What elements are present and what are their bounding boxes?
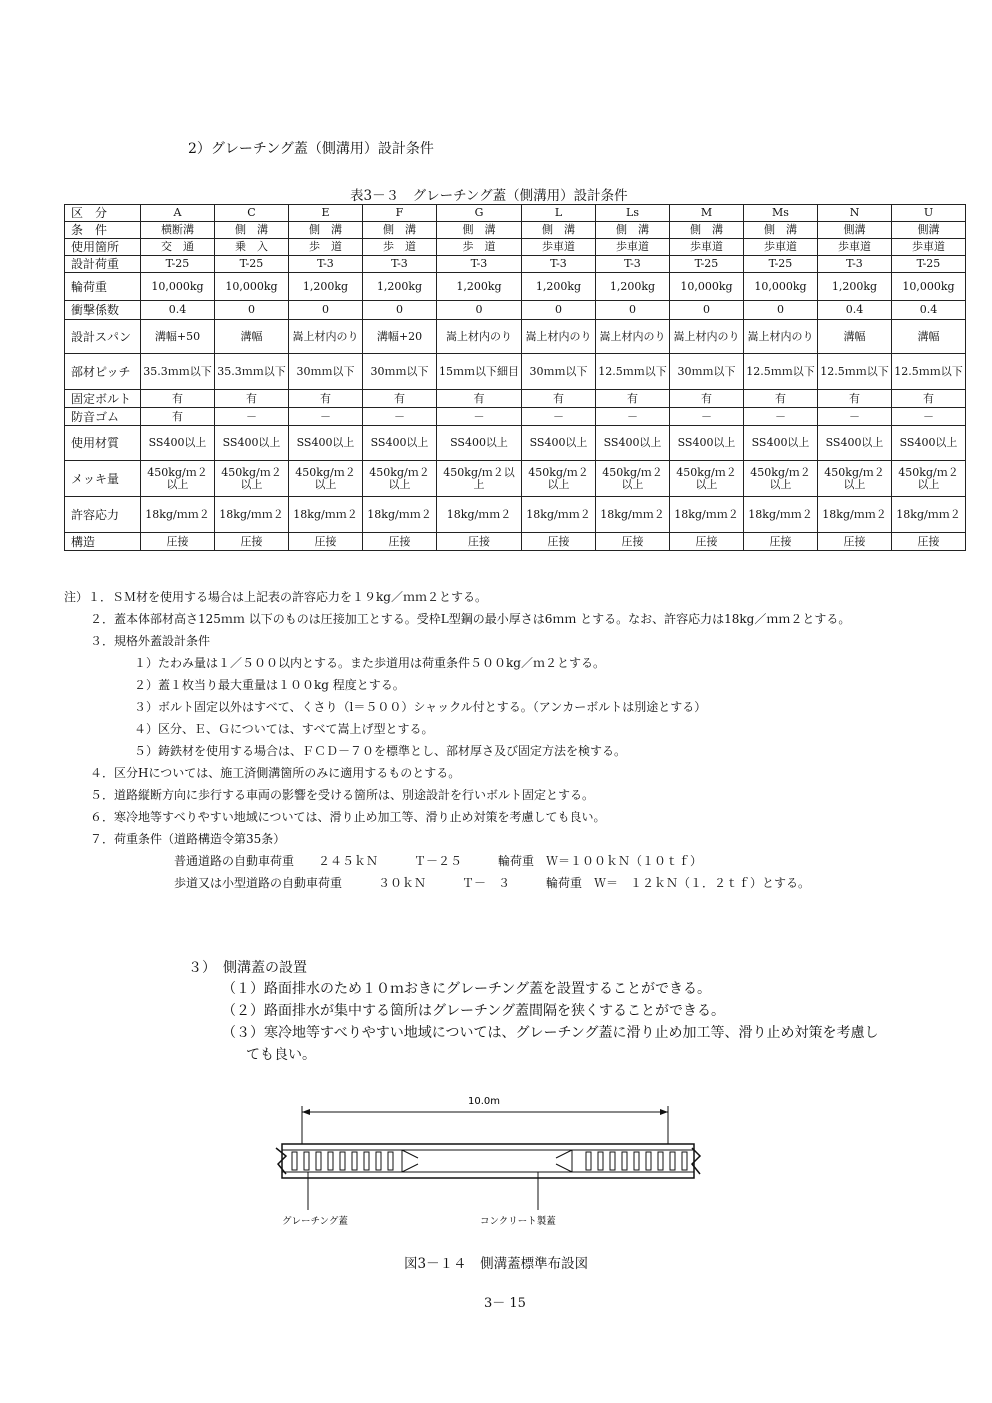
design-conditions-table [64,204,966,551]
table-cell: 18kg/ｍｍ２ [670,497,744,533]
table-cell: 18kg/ｍｍ２ [141,497,215,533]
table-cell: 側 溝 [670,222,744,239]
table-cell: 有 [596,390,670,408]
dimension-label: 10.0m [468,1096,501,1107]
table-cell: 側溝 [892,222,966,239]
table-cell: 1,200kg [437,273,522,301]
table-cell: T-25 [141,256,215,273]
table-cell: 450kg/ｍ２以上 [141,461,215,497]
table-row [65,273,966,301]
table-cell: Ms [744,205,818,222]
table-cell: 450kg/ｍ２以上 [670,461,744,497]
row-header: 条 件 [65,222,141,239]
table-cell: 交 通 [141,239,215,256]
table-cell: 30ｍｍ以下 [522,354,596,390]
row-header: 許容応力 [65,497,141,533]
grating-rib [376,1152,381,1170]
row-header: 使用箇所 [65,239,141,256]
table-cell: 30ｍｍ以下 [670,354,744,390]
table-cell: C [215,205,289,222]
table-cell: 圧接 [596,533,670,551]
grating-rib [340,1152,345,1170]
table-cell: 側溝 [818,222,892,239]
grating-label: グレーチング蓋 [282,1216,348,1227]
table-row [65,426,966,461]
table-cell: 450kg/ｍ２以上 [363,461,437,497]
table-cell: 歩 道 [437,239,522,256]
table-cell: 有 [818,390,892,408]
table-cell: 1,200kg [818,273,892,301]
table-cell: SS400以上 [215,426,289,461]
table-cell: 有 [289,390,363,408]
table-cell: 0.4 [818,301,892,320]
figure-caption: 図3－１４ 側溝蓋標準布設図 [404,1256,589,1272]
note-line: ６．寒冷地等すべりやすい地域については、滑り止め加工等、滑り止め対策を考慮しても良い。 [90,810,606,824]
table-cell: 歩車道 [818,239,892,256]
grating-rib [682,1152,687,1170]
table-cell: 歩車道 [670,239,744,256]
table-cell: T-3 [522,256,596,273]
table-cell: T-25 [215,256,289,273]
table-cell: 溝幅+50 [141,320,215,354]
table-cell: 0 [437,301,522,320]
table-cell: 12.5ｍｍ以下 [818,354,892,390]
ditch-cover-layout-figure [268,1092,708,1242]
table-cell: 450kg/ｍ２以上 [215,461,289,497]
table-title: 表3－３ グレーチング蓋（側溝用）設計条件 [350,188,628,204]
table-cell: 側 溝 [215,222,289,239]
table-cell: T-3 [437,256,522,273]
table-cell: 0 [670,301,744,320]
table-cell: 溝幅+20 [363,320,437,354]
grating-rib [598,1152,603,1170]
note-line: 普通道路の自動車荷重 ２４５ｋＮ Ｔ－２５ 輪荷重 Ｗ＝１００ｋＮ（１０ｔｆ） [174,854,703,868]
table-cell: － [215,408,289,426]
table-cell: 450kg/ｍ２以上 [437,461,522,497]
table-cell: 圧接 [363,533,437,551]
table-cell: 450kg/ｍ２以上 [892,461,966,497]
table-cell: 30ｍｍ以下 [289,354,363,390]
table-cell: 嵩上材内のり [522,320,596,354]
section3-item: （１）路面排水のため１０ｍおきにグレーチング蓋を設置することができる。 [222,981,712,997]
row-header: 防音ゴム [65,408,141,426]
table-cell: 圧接 [215,533,289,551]
table-cell: SS400以上 [522,426,596,461]
table-row [65,408,966,426]
note-line: ３）ボルト固定以外はすべて、くさり（l＝５００）シャックル付とする。（アンカーボルトは別途とする） [134,700,707,714]
table-cell: 450kg/ｍ２以上 [522,461,596,497]
table-cell: 0.4 [141,301,215,320]
table-cell: 1,200kg [363,273,437,301]
section3-title: ３） 側溝蓋の設置 [188,960,307,976]
table-cell: 1,200kg [596,273,670,301]
table-cell: 有 [522,390,596,408]
table-cell: － [522,408,596,426]
table-cell: 有 [670,390,744,408]
table-cell: 35.3ｍｍ以下 [215,354,289,390]
table-cell: G [437,205,522,222]
table-cell: 10,000kg [670,273,744,301]
table-cell: 乗 入 [215,239,289,256]
grating-rib [622,1152,627,1170]
table-cell: 0 [289,301,363,320]
table-cell: 35.3ｍｍ以下 [141,354,215,390]
table-cell: 10,000kg [744,273,818,301]
table-row [65,461,966,497]
table-cell: T-25 [892,256,966,273]
table-cell: 溝幅 [892,320,966,354]
note-line: ２．蓋本体部材高さ125ｍｍ 以下のものは圧接加工とする。受枠L型鋼の最小厚さは6ｍｍ とする。なお、許容応力は18kg／ｍｍ２とする。 [90,612,851,626]
table-cell: 圧接 [892,533,966,551]
table-cell: － [363,408,437,426]
note-line: ７．荷重条件（道路構造令第35条） [90,832,286,846]
row-header: メッキ量 [65,461,141,497]
grating-rib [304,1152,309,1170]
table-cell: F [363,205,437,222]
table-row [65,354,966,390]
table-cell: － [289,408,363,426]
table-row [65,222,966,239]
table-row [65,205,966,222]
table-cell: SS400以上 [289,426,363,461]
table-cell: 10,000kg [141,273,215,301]
table-cell: T-3 [818,256,892,273]
table-cell: SS400以上 [744,426,818,461]
grating-rib [292,1152,297,1170]
table-cell: 有 [215,390,289,408]
table-cell: L [522,205,596,222]
note-line: 歩道又は小型道路の自動車荷重 ３０ｋＮ Ｔ－ ３ 輪荷重 Ｗ＝ １２ｋＮ（１．２ｔｆ）とする。 [174,876,811,890]
table-cell: 1,200kg [289,273,363,301]
table-cell: 歩車道 [744,239,818,256]
table-cell: 有 [141,408,215,426]
page-number: 3－ 15 [484,1296,526,1311]
table-cell: T-3 [289,256,363,273]
table-cell: 圧接 [670,533,744,551]
table-row [65,301,966,320]
table-cell: E [289,205,363,222]
section3-item: （３）寒冷地等すべりやすい地域については、グレーチング蓋に滑り止め加工等、滑り止め対策を考慮し [222,1025,879,1041]
table-cell: T-25 [744,256,818,273]
table-row [65,256,966,273]
table-cell: 歩 道 [363,239,437,256]
table-cell: 嵩上材内のり [596,320,670,354]
table-cell: 歩車道 [892,239,966,256]
table-cell: 12.5ｍｍ以下 [892,354,966,390]
grating-rib [388,1152,393,1170]
table-cell: 圧接 [522,533,596,551]
row-header: 固定ボルト [65,390,141,408]
table-cell: － [437,408,522,426]
table-cell: 側 溝 [744,222,818,239]
table-cell: 嵩上材内のり [670,320,744,354]
table-cell: 18kg/ｍｍ２ [744,497,818,533]
note-line: ２）蓋１枚当り最大重量は１００kg 程度とする。 [134,678,405,692]
table-cell: 側 溝 [289,222,363,239]
grating-rib [634,1152,639,1170]
table-cell: 歩車道 [596,239,670,256]
table-row [65,390,966,408]
table-cell: 15ｍｍ以下細目 [437,354,522,390]
table-cell: － [744,408,818,426]
table-cell: 18kg/ｍｍ２ [289,497,363,533]
concrete-cover-label: コンクリート製蓋 [480,1216,556,1227]
table-cell: 有 [141,390,215,408]
table-cell: 450kg/ｍ２以上 [596,461,670,497]
table-cell: 溝幅 [818,320,892,354]
table-cell: 0 [215,301,289,320]
row-header: 設計荷重 [65,256,141,273]
table-cell: 嵩上材内のり [437,320,522,354]
table-cell: 12.5ｍｍ以下 [744,354,818,390]
row-header: 区 分 [65,205,141,222]
grating-rib [586,1152,591,1170]
grating-rib [364,1152,369,1170]
table-cell: U [892,205,966,222]
note-line: ４．区分Hについては、施工済側溝箇所のみに適用するものとする。 [90,766,461,780]
table-cell: 有 [363,390,437,408]
table-cell: 1,200kg [522,273,596,301]
grating-rib [352,1152,357,1170]
table-cell: 圧接 [289,533,363,551]
table-cell: 18kg/ｍｍ２ [596,497,670,533]
table-cell: 18kg/ｍｍ２ [437,497,522,533]
table-cell: 嵩上材内のり [744,320,818,354]
table-cell: SS400以上 [818,426,892,461]
notes [64,586,850,894]
grating-rib [646,1152,651,1170]
table-row [65,497,966,533]
table-cell: 450kg/ｍ２以上 [289,461,363,497]
table-cell: 450kg/ｍ２以上 [818,461,892,497]
table-cell: 0 [363,301,437,320]
table-cell: Ls [596,205,670,222]
grating-rib [316,1152,321,1170]
table-cell: SS400以上 [437,426,522,461]
grating-rib [658,1152,663,1170]
note-line: １）たわみ量は１／５００以内とする。また歩道用は荷重条件５００kg／ｍ２とする。 [134,656,605,670]
note-line: 注）１．ＳＭ材を使用する場合は上記表の許容応力を１９kg／ｍｍ２とする。 [64,590,487,604]
section-heading: 2）グレーチング蓋（側溝用）設計条件 [188,141,434,157]
table-cell: A [141,205,215,222]
table-cell: 圧接 [141,533,215,551]
table-cell: 18kg/ｍｍ２ [892,497,966,533]
table-cell: M [670,205,744,222]
grating-rib [670,1152,675,1170]
row-header: 衝撃係数 [65,301,141,320]
table-cell: 450kg/ｍ２以上 [744,461,818,497]
table-cell: 18kg/ｍｍ２ [818,497,892,533]
table-cell: 有 [437,390,522,408]
grating-rib [328,1152,333,1170]
dimension-line [302,1106,668,1144]
table-cell: SS400以上 [141,426,215,461]
table-cell: 側 溝 [437,222,522,239]
table-cell: 側 溝 [363,222,437,239]
row-header: 使用材質 [65,426,141,461]
table-cell: SS400以上 [596,426,670,461]
table-cell: 0 [596,301,670,320]
table-cell: 18kg/ｍｍ２ [522,497,596,533]
row-header: 構造 [65,533,141,551]
table-cell: 0 [744,301,818,320]
table-cell: 18kg/ｍｍ２ [363,497,437,533]
row-header: 輪荷重 [65,273,141,301]
table-cell: SS400以上 [670,426,744,461]
table-cell: 溝幅 [215,320,289,354]
table-cell: 歩 道 [289,239,363,256]
section3-item: （２）路面排水が集中する箇所はグレーチング蓋間隔を狭くすることができる。 [222,1003,726,1019]
note-line: ４）区分、Ｅ、Ｇについては、すべて嵩上げ型とする。 [134,722,434,736]
table-cell: 嵩上材内のり [289,320,363,354]
row-header: 部材ピッチ [65,354,141,390]
table-cell: 側 溝 [522,222,596,239]
table-cell: － [596,408,670,426]
table-cell: 0.4 [892,301,966,320]
table-cell: 10,000kg [215,273,289,301]
table-cell: － [892,408,966,426]
table-cell: 18kg/ｍｍ２ [215,497,289,533]
table-cell: 0 [522,301,596,320]
table-cell: 圧接 [744,533,818,551]
table-cell: － [818,408,892,426]
table-cell: T-25 [670,256,744,273]
table-cell: 圧接 [437,533,522,551]
table-cell: 30ｍｍ以下 [363,354,437,390]
row-header: 設計スパン [65,320,141,354]
section3-item: ても良い。 [246,1047,316,1063]
grating-rib [610,1152,615,1170]
note-line: ５）鋳鉄材を使用する場合は、ＦＣＤ－７０を標準とし、部材厚さ及び固定方法を検する。 [134,744,627,758]
section3-items [222,978,878,1066]
table-cell: SS400以上 [363,426,437,461]
note-line: ３．規格外蓋設計条件 [90,634,211,648]
table-cell: 歩車道 [522,239,596,256]
table-row [65,320,966,354]
table-cell: － [670,408,744,426]
note-line: ５．道路縦断方向に歩行する車両の影響を受ける箇所は、別途設計を行いボルト固定とする。 [90,788,595,802]
table-cell: 10,000kg [892,273,966,301]
table-cell: N [818,205,892,222]
table-row [65,239,966,256]
table-cell: T-3 [363,256,437,273]
table-cell: 12.5ｍｍ以下 [596,354,670,390]
table-cell: 有 [744,390,818,408]
table-cell: SS400以上 [892,426,966,461]
table-cell: 横断溝 [141,222,215,239]
table-cell: 有 [892,390,966,408]
table-cell: T-3 [596,256,670,273]
table-cell: 側 溝 [596,222,670,239]
table-row [65,533,966,551]
table-cell: 圧接 [818,533,892,551]
